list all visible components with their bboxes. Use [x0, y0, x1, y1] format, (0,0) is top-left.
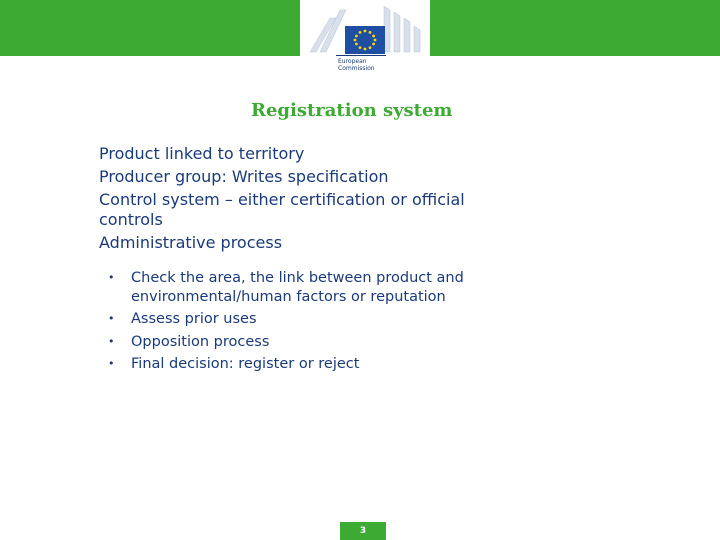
main-point-producer-group: Producer group: Writes specification — [99, 167, 389, 186]
bullet-icon: • — [108, 334, 115, 348]
process-step-check-area — [108, 269, 468, 306]
process-step-text: Assess prior uses — [131, 311, 257, 327]
process-step-text: Final decision: register or reject — [131, 356, 360, 372]
process-step-text: Opposition process — [131, 333, 270, 350]
main-points-list — [99, 144, 479, 256]
process-step-final-decision — [108, 355, 468, 374]
process-steps-list — [108, 269, 468, 378]
logo-text-line2: Commission — [338, 65, 375, 72]
bullet-icon: • — [108, 271, 115, 284]
main-point-control-system: Control system – either certification or official controls — [99, 190, 465, 229]
process-step-opposition — [108, 333, 468, 352]
page-number: 3 — [340, 522, 386, 540]
bullet-icon: • — [108, 357, 115, 370]
bullet-icon: • — [108, 312, 115, 325]
slide-title: Registration system — [251, 100, 453, 121]
process-step-text: Check the area, the link between product and environmental/human factors or reputation — [131, 270, 464, 305]
process-step-prior-uses — [108, 310, 468, 329]
logo-text — [338, 58, 375, 72]
main-point-territory: Product linked to territory — [99, 144, 305, 163]
main-point-administrative-process: Administrative process — [99, 233, 283, 252]
logo-text-line1: European — [338, 58, 367, 65]
